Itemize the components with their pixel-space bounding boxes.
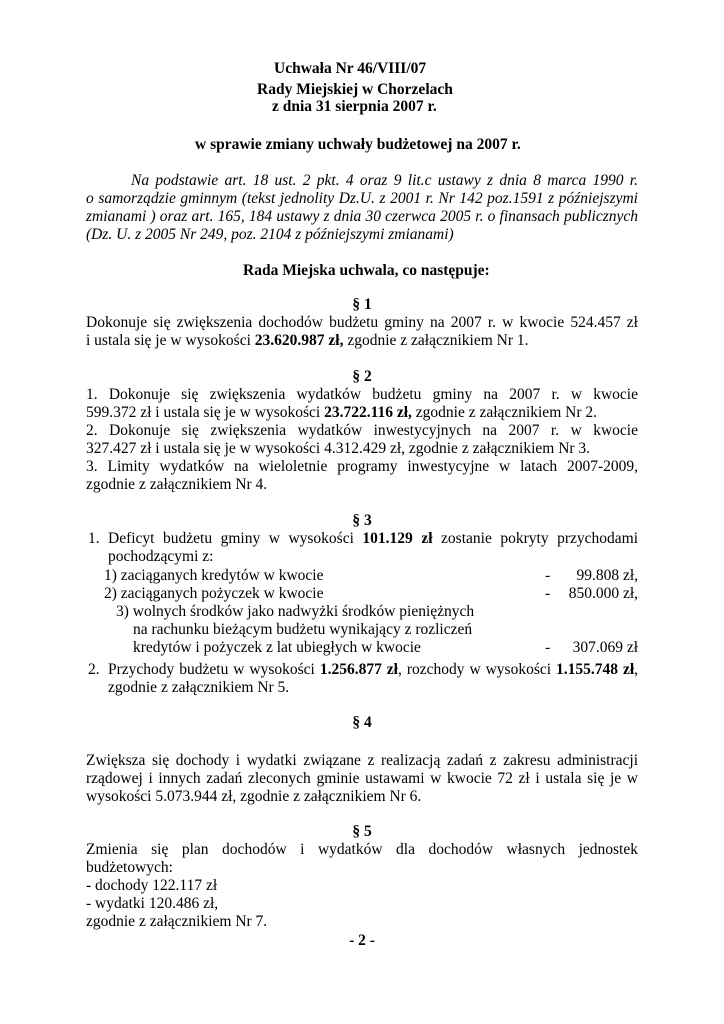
section-5-line: Zmienia się plan dochodów i wydatków dla dochodów własnych jednostek: [86, 841, 638, 858]
section-4-heading: § 4: [352, 714, 372, 731]
section-3-line: zgodnie z załącznikiem Nr 5.: [108, 679, 290, 696]
section-1-line: i ustala się je w wysokości 23.620.987 zł, zgodnie z załącznikiem Nr 1.: [86, 332, 529, 349]
sub-item-amount: 850.000 zł,: [568, 585, 638, 602]
section-5-line: - wydatki 120.486 zł,: [86, 895, 219, 912]
section-3-heading: § 3: [352, 512, 372, 529]
resolves-heading: Rada Miejska uchwala, co następuje:: [243, 262, 490, 279]
resolution-subject: w sprawie zmiany uchwały budżetowej na 2007 r.: [195, 136, 521, 153]
preamble-line: (Dz. U. z 2005 Nr 249, poz. 2104 z późniejszymi zmianami): [86, 226, 454, 243]
section-5-line: budżetowych:: [86, 859, 173, 876]
section-3-line: Deficyt budżetu gminy w wysokości 101.129 zł zostanie pokryty przychodami: [108, 530, 639, 547]
sub-item-amount: 99.808 zł,: [576, 567, 638, 584]
sub-item-label: kredytów i pożyczek z lat ubiegłych w kwocie: [133, 639, 421, 656]
section-5-heading: § 5: [352, 823, 372, 840]
resolution-number: Uchwała Nr 46/VIII/07: [274, 60, 427, 77]
sub-item-label: 2) zaciąganych pożyczek w kwocie: [104, 585, 324, 602]
section-5-line: - dochody 122.117 zł: [86, 877, 218, 894]
list-number: 1.: [88, 530, 100, 547]
section-2-line: 1. Dokonuje się zwiększenia wydatków budżetu gminy na 2007 r. w kwocie: [86, 386, 638, 403]
council-name: Rady Miejskiej w Chorzelach: [257, 81, 453, 98]
dash: -: [545, 585, 551, 602]
preamble-line: o samorządzie gminnym (tekst jednolity Dz.U. z 2001 r. Nr 142 poz.1591 z późniejszymi: [86, 190, 638, 207]
section-3-line: pochodzącymi z:: [108, 548, 214, 565]
list-number: 2.: [88, 661, 100, 678]
sub-item-label: 1) zaciąganych kredytów w kwocie: [104, 567, 324, 584]
sub-item-amount: 307.069 zł: [572, 639, 638, 656]
preamble-line: zmianami ) oraz art. 165, 184 ustawy z dnia 30 czerwca 2005 r. o finansach publicznych: [86, 208, 638, 225]
dash: -: [545, 567, 551, 584]
section-2-line: 599.372 zł i ustala się je w wysokości 23.722.116 zł, zgodnie z załącznikiem Nr 2.: [86, 404, 597, 421]
section-2-line: 327.427 zł i ustala się je w wysokości 4.312.429 zł, zgodnie z załącznikiem Nr 3.: [86, 440, 591, 457]
page-number: - 2 -: [349, 932, 375, 949]
section-3-line: Przychody budżetu w wysokości 1.256.877 zł, rozchody w wysokości 1.155.748 zł,: [108, 661, 639, 678]
section-2-line: 2. Dokonuje się zwiększenia wydatków inwestycyjnych na 2007 r. w kwocie: [86, 422, 638, 439]
section-4-line: Zwiększa się dochody i wydatki związane z realizacją zadań z zakresu administracji: [86, 752, 638, 769]
preamble-line: Na podstawie art. 18 ust. 2 pkt. 4 oraz 9 lit.c ustawy z dnia 8 marca 1990 r.: [131, 172, 638, 189]
dash: -: [545, 639, 551, 656]
section-2-heading: § 2: [352, 368, 372, 385]
sub-item-label: na rachunku bieżącym budżetu wynikający z rozliczeń: [133, 621, 473, 638]
section-4-line: rządowej i innych zadań zleconych gminie ustawami w kwocie 72 zł i ustala się je w: [86, 770, 638, 787]
resolution-date: z dnia 31 sierpnia 2007 r.: [272, 98, 437, 115]
section-4-line: wysokości 5.073.944 zł, zgodnie z załącznikiem Nr 6.: [86, 788, 422, 805]
section-2-line: 3. Limity wydatków na wieloletnie programy inwestycyjne w latach 2007-2009,: [86, 458, 638, 475]
section-2-line: zgodnie z załącznikiem Nr 4.: [86, 476, 268, 493]
section-5-line: zgodnie z załącznikiem Nr 7.: [86, 913, 268, 930]
section-1-heading: § 1: [352, 296, 372, 313]
sub-item-label: 3) wolnych środków jako nadwyżki środków pieniężnych: [116, 603, 475, 620]
section-1-line: Dokonuje się zwiększenia dochodów budżetu gminy na 2007 r. w kwocie 524.457 zł: [86, 314, 638, 331]
